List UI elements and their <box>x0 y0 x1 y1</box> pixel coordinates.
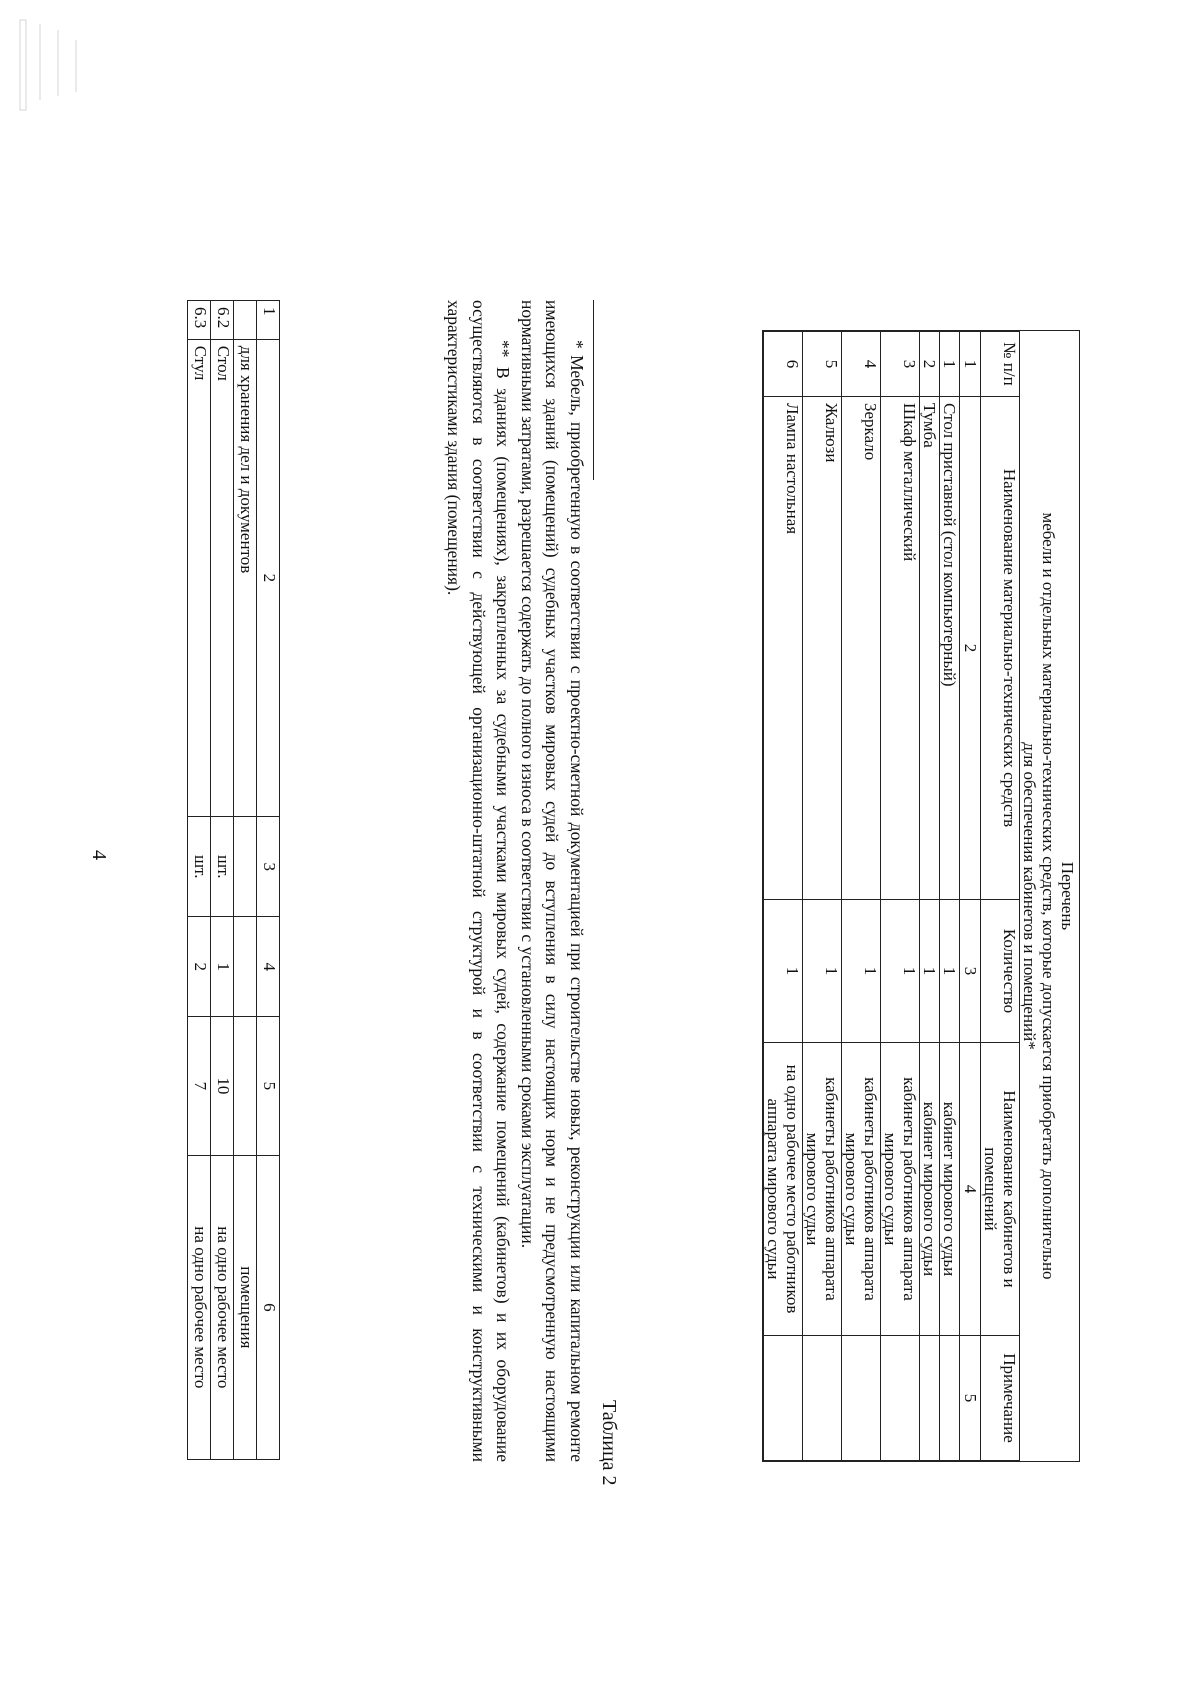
col-3-header: 3 <box>257 817 280 917</box>
cell: 10 <box>211 1017 234 1156</box>
cell: 6 <box>764 332 803 397</box>
cell: помещения <box>234 1155 257 1459</box>
cell: 6.2 <box>211 301 234 340</box>
col-2-header: 2 <box>257 339 280 816</box>
cell <box>234 1017 257 1156</box>
table-row <box>920 332 940 1461</box>
title-line-2: мебели и отдельных материально-технических средств, которые допускается приобретать дополнительно <box>1039 512 1058 1280</box>
table-row <box>234 301 257 1460</box>
cell: на одно рабочее место работников аппарата мирового судьи <box>764 1043 803 1336</box>
col-number: 2 <box>960 397 981 900</box>
cell: кабинеты работников аппарата мирового судьи <box>881 1043 920 1336</box>
cell: на одно рабочее место <box>188 1155 211 1459</box>
cell: для хранения дел и документов <box>234 339 257 816</box>
col-number: 4 <box>960 1043 981 1336</box>
table-row <box>940 332 960 1461</box>
cell <box>842 1336 881 1461</box>
table-row <box>764 332 803 1461</box>
header-name: Наименование материально-технических средств <box>981 397 1020 900</box>
footnote-2: ** В зданиях (помещениях), закрепленных за судебными участками мировых судей, содержание помещений (кабинетов) и их оборудование осуществляются в соответствии с действующей организационно-штатной структурой и в соответствии с техническими и конструктивными характеристиками здания (помещения). <box>444 300 514 1462</box>
cell: 1 <box>881 900 920 1043</box>
col-5-header: 5 <box>257 1017 280 1156</box>
table-row <box>188 301 211 1460</box>
col-6-header: 6 <box>257 1155 280 1459</box>
table-header-row <box>257 301 280 1460</box>
header-room: Наименование кабинетов и помещений <box>981 1043 1020 1336</box>
page-number: 4 <box>88 850 110 860</box>
col-4-header: 4 <box>257 917 280 1017</box>
cell: 5 <box>803 332 842 397</box>
cell: 2 <box>188 917 211 1017</box>
column-number-row <box>960 332 981 1461</box>
cell: 1 <box>940 332 960 397</box>
cell: 1 <box>842 900 881 1043</box>
title-line-3: для обеспечения кабинетов и помещений* <box>1020 742 1039 1050</box>
cell: 1 <box>940 900 960 1043</box>
cell <box>234 301 257 340</box>
cell <box>881 1336 920 1461</box>
cell: 1 <box>764 900 803 1043</box>
table-header-row <box>981 332 1020 1461</box>
cell: 1 <box>211 917 234 1017</box>
footnote-1: * Мебель, приобретенную в соответствии с проектно-сметной документацией при строительстве новых, реконструкции или капитальном ремонте имеющихся зданий (помещений) судебных участков мировых судей до вступления в силу настоящих норм и не предусмотренную настоящими нормативными затратами, разрешается содержать до полного износа в соответствии с установленными сроками эксплуатации. <box>518 300 587 1462</box>
table-label: Таблица 2 <box>598 1400 620 1486</box>
cell <box>940 1336 960 1461</box>
cell: 1 <box>920 900 940 1043</box>
cell: 3 <box>881 332 920 397</box>
cell: 1 <box>803 900 842 1043</box>
cell <box>803 1336 842 1461</box>
table-row <box>211 301 234 1460</box>
table-2-grid <box>763 331 1020 1461</box>
cell: шт. <box>211 817 234 917</box>
col-number: 5 <box>960 1336 981 1461</box>
cell: шт. <box>188 817 211 917</box>
cell: кабинет мирового судьи <box>920 1043 940 1336</box>
continuation-table <box>187 300 280 1460</box>
header-qty: Количество <box>981 900 1020 1043</box>
col-number: 3 <box>960 900 981 1043</box>
cell: 4 <box>842 332 881 397</box>
cell: кабинеты работников аппарата мирового судьи <box>803 1043 842 1336</box>
cell: Тумба <box>920 397 940 900</box>
table-row <box>842 332 881 1461</box>
cell: 2 <box>920 332 940 397</box>
cell: Шкаф металлический <box>881 397 920 900</box>
cell: 6.3 <box>188 301 211 340</box>
col-number: 1 <box>960 332 981 397</box>
header-num: № п/п <box>981 332 1020 397</box>
cell <box>234 917 257 1017</box>
table-2-title <box>1020 331 1079 1461</box>
cell: Стул <box>188 339 211 816</box>
cell: на одно рабочее место <box>211 1155 234 1459</box>
col-1-header: 1 <box>257 301 280 340</box>
cell <box>234 817 257 917</box>
cell <box>764 1336 803 1461</box>
cell: Зеркало <box>842 397 881 900</box>
footnote-divider <box>593 300 594 480</box>
header-note: Примечание <box>981 1336 1020 1461</box>
table-row <box>881 332 920 1461</box>
cell: Стол приставной (стол компьютерный) <box>940 397 960 900</box>
cell: Стол <box>211 339 234 816</box>
cell: Жалюзи <box>803 397 842 900</box>
cell: 7 <box>188 1017 211 1156</box>
cell: Лампа настольная <box>764 397 803 900</box>
footnotes <box>442 300 594 1462</box>
table-2 <box>762 330 1080 1462</box>
title-line-1: Перечень <box>1058 861 1077 931</box>
cell: кабинеты работников аппарата мирового судьи <box>842 1043 881 1336</box>
table-row <box>803 332 842 1461</box>
cell: кабинет мирового судьи <box>940 1043 960 1336</box>
cell <box>920 1336 940 1461</box>
